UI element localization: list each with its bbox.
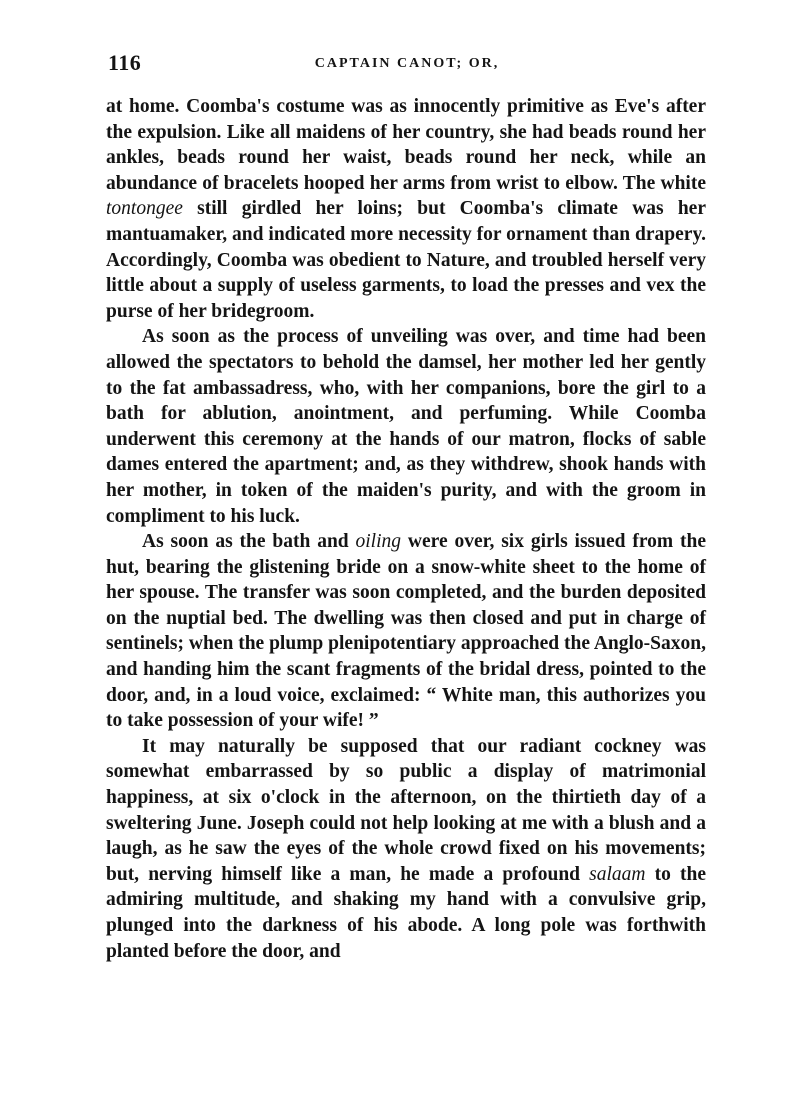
paragraph bbox=[106, 734, 706, 964]
text-run: As soon as the process of unveiling was over, and time had been allowed the spectators to behold the damsel, her mother led her gently to the fat ambassadress, who, with her companions, bore the girl to a bath for ablution, anointment, and perfuming. While Coomba underwent this ceremony at the hands of our matron, flocks of sable dames entered the apartment; and, as they withdrew, shook hands with her mother, in token of the maiden's purity, and with the groom in compliment to his luck. bbox=[106, 326, 706, 527]
running-head: CAPTAIN CANOT; OR, bbox=[314, 56, 500, 71]
paragraph bbox=[106, 94, 706, 324]
text-run: As soon as the bath and bbox=[142, 531, 356, 553]
page-header bbox=[108, 50, 706, 80]
body-text bbox=[106, 94, 706, 964]
paragraph bbox=[106, 529, 706, 734]
text-run: at home. Coomba's costume was as innocently primitive as Eve's after the expulsion. Like all maidens of her country, she had beads round her ankles, beads round her waist, beads round her neck, while an abundance of bracelets hooped her arms from wrist to elbow. The white bbox=[106, 96, 706, 194]
italic-term: oiling bbox=[355, 531, 402, 553]
page-number: 116 bbox=[108, 50, 142, 75]
paragraph bbox=[106, 324, 706, 529]
text-run: It may naturally be supposed that our radiant cockney was somewhat embarrassed by so public a display of matrimonial happiness, at six o'clock in the afternoon, on the thirtieth day of a sweltering June. Joseph could not help looking at me with a blush and a laugh, as he saw the eyes of the whole crowd fixed on his movements; but, nerving himself like a man, he made a profound bbox=[106, 735, 706, 885]
text-run: were over, six girls issued from the hut, bearing the glistening bride on a snow-white sheet to the home of her spouse. The transfer was soon completed, and the burden deposited on the nuptial bed. The dwelling was then closed and put in charge of sentinels; when the plump plenipotentiary approached the Anglo-Saxon, and handing him the scant fragments of the bridal dress, pointed to the door, and, in a loud voice, exclaimed: “ White man, this authorizes you to take possession of your wife! ” bbox=[106, 531, 706, 732]
text-run: still girdled her loins; but Coomba's climate was her mantuamaker, and indicated more necessity for ornament than drapery. Accordingly, Coomba was obedient to Nature, and troubled herself very little about a supply of useless garments, to load the presses and vex the purse of her bridegroom. bbox=[106, 198, 706, 322]
italic-term: tontongee bbox=[106, 198, 183, 220]
text-run: to the admiring multitude, and shaking my hand with a convulsive grip, plunged into the darkness of his abode. A long pole was forthwith planted before the door, and bbox=[106, 863, 706, 962]
italic-term: salaam bbox=[589, 863, 646, 885]
